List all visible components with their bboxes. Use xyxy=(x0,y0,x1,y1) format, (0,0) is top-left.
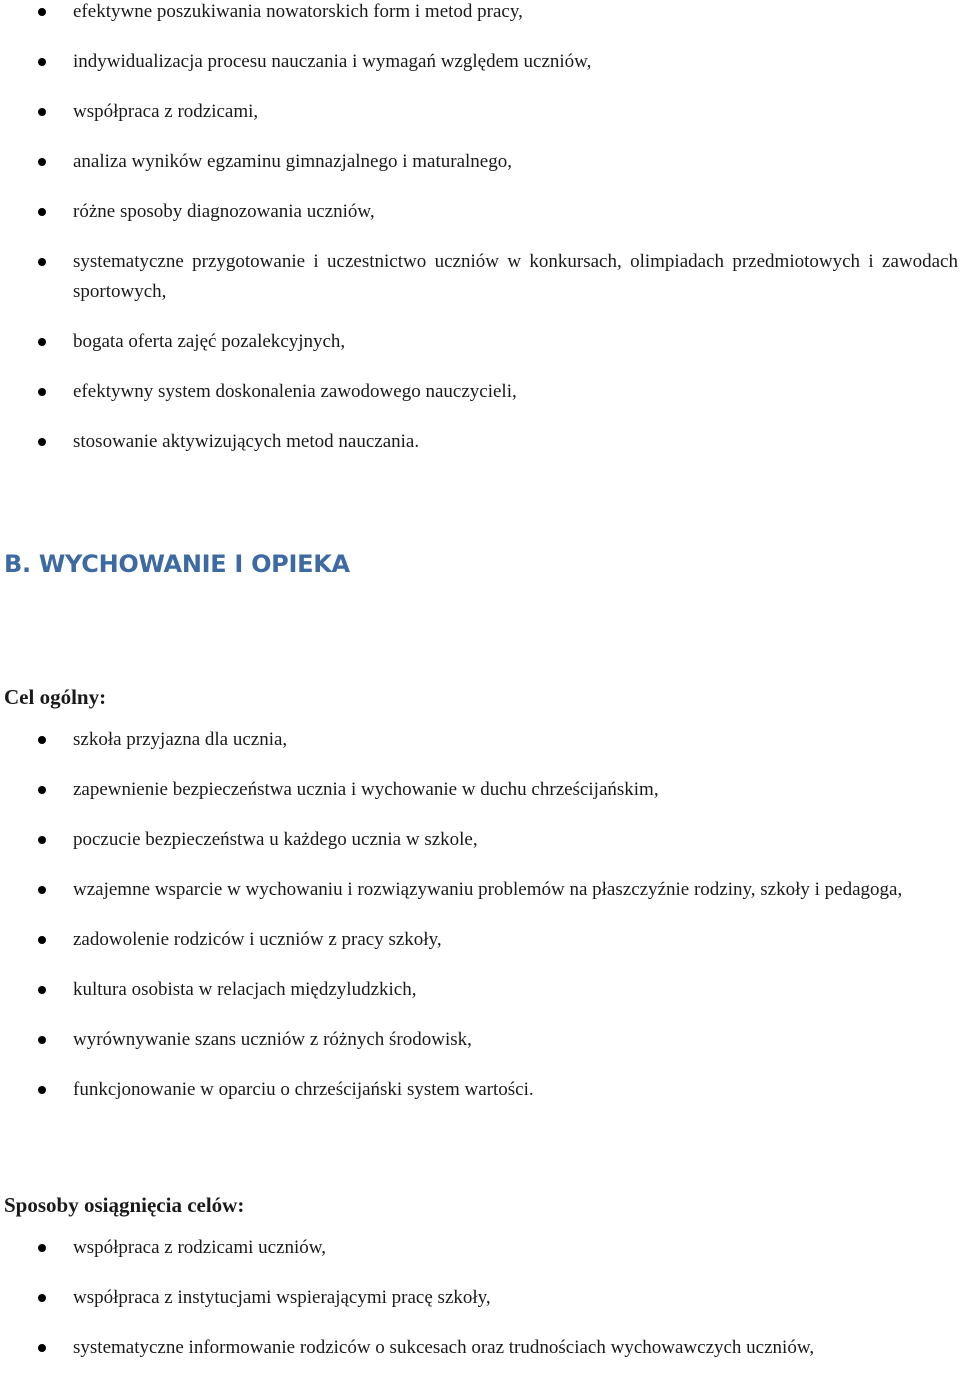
list-item-text: współpraca z rodzicami, xyxy=(73,101,259,122)
bullet-icon xyxy=(38,388,46,396)
list-item xyxy=(0,197,958,227)
list-item-text: poczucie bezpieczeństwa u każdego ucznia w szkole, xyxy=(73,829,478,850)
list-item-text: systematyczne przygotowanie i uczestnictwo uczniów w konkursach, olimpiadach przedmiotowych i zawodach sportowych, xyxy=(73,251,958,302)
list-item xyxy=(0,327,958,357)
list-item xyxy=(0,975,958,1005)
list-item-text: zadowolenie rodziców i uczniów z pracy szkoły, xyxy=(73,929,442,950)
bullet-icon xyxy=(38,1294,46,1302)
bullet-icon xyxy=(38,58,46,66)
list-item-text: kultura osobista w relacjach międzyludzkich, xyxy=(73,979,417,1000)
bullet-icon xyxy=(38,1086,46,1094)
bullet-icon xyxy=(38,1244,46,1252)
list-item xyxy=(0,427,958,457)
list-item-text: efektywny system doskonalenia zawodowego nauczycieli, xyxy=(73,381,517,402)
list-item xyxy=(0,875,958,905)
sposoby-heading: Sposoby osiągnięcia celów: xyxy=(4,1193,245,1217)
list-item-text: współpraca z rodzicami uczniów, xyxy=(73,1237,327,1258)
section-heading: B. WYCHOWANIE I OPIEKA xyxy=(4,550,350,578)
bullet-icon xyxy=(38,786,46,794)
list-item-text: funkcjonowanie w oparciu o chrześcijański system wartości. xyxy=(73,1079,534,1100)
bullet-icon xyxy=(38,8,46,16)
list-item-text: wzajemne wsparcie w wychowaniu i rozwiązywaniu problemów na płaszczyźnie rodziny, szkoły i pedagoga, xyxy=(73,879,903,900)
bullet-icon xyxy=(38,936,46,944)
list-item-text: współpraca z instytucjami wspierającymi pracę szkoły, xyxy=(73,1287,491,1308)
list-item-text: różne sposoby diagnozowania uczniów, xyxy=(73,201,375,222)
list-item-text: wyrównywanie szans uczniów z różnych środowisk, xyxy=(73,1029,472,1050)
list-item xyxy=(0,1075,958,1105)
list-item xyxy=(0,1025,958,1055)
bullet-icon xyxy=(38,736,46,744)
bullet-icon xyxy=(38,1344,46,1352)
list-item xyxy=(0,925,958,955)
list-item xyxy=(0,0,958,27)
list-item xyxy=(0,1233,958,1263)
list-item-text: bogata oferta zajęć pozalekcyjnych, xyxy=(73,331,346,352)
bullet-icon xyxy=(38,886,46,894)
list-item-text: analiza wyników egzaminu gimnazjalnego i maturalnego, xyxy=(73,151,512,172)
bullet-icon xyxy=(38,1036,46,1044)
list-item xyxy=(0,725,958,755)
bullet-icon xyxy=(38,158,46,166)
top-bullet-list xyxy=(0,0,958,457)
bullet-icon xyxy=(38,438,46,446)
bullet-icon xyxy=(38,836,46,844)
bullet-icon xyxy=(38,258,46,266)
list-item xyxy=(0,825,958,855)
list-item xyxy=(0,247,958,307)
list-item-text: stosowanie aktywizujących metod nauczania. xyxy=(73,431,420,452)
bullet-icon xyxy=(38,338,46,346)
bullet-icon xyxy=(38,108,46,116)
bullet-icon xyxy=(38,986,46,994)
list-item xyxy=(0,1283,958,1313)
list-item-text: szkoła przyjazna dla ucznia, xyxy=(73,729,288,750)
list-item-text: systematyczne informowanie rodziców o sukcesach oraz trudnościach wychowawczych uczniów, xyxy=(73,1337,815,1358)
list-item-text: efektywne poszukiwania nowatorskich form i metod pracy, xyxy=(73,1,523,22)
list-item xyxy=(0,97,958,127)
sposoby-bullet-list xyxy=(0,1233,958,1363)
cel-ogolny-heading: Cel ogólny: xyxy=(4,685,107,709)
cel-bullet-list xyxy=(0,725,958,1105)
list-item xyxy=(0,147,958,177)
bullet-icon xyxy=(38,208,46,216)
list-item-text: indywidualizacja procesu nauczania i wymagań względem uczniów, xyxy=(73,51,592,72)
list-item-text: zapewnienie bezpieczeństwa ucznia i wychowanie w duchu chrześcijańskim, xyxy=(73,779,659,800)
list-item xyxy=(0,377,958,407)
list-item xyxy=(0,775,958,805)
list-item xyxy=(0,47,958,77)
list-item xyxy=(0,1333,958,1363)
